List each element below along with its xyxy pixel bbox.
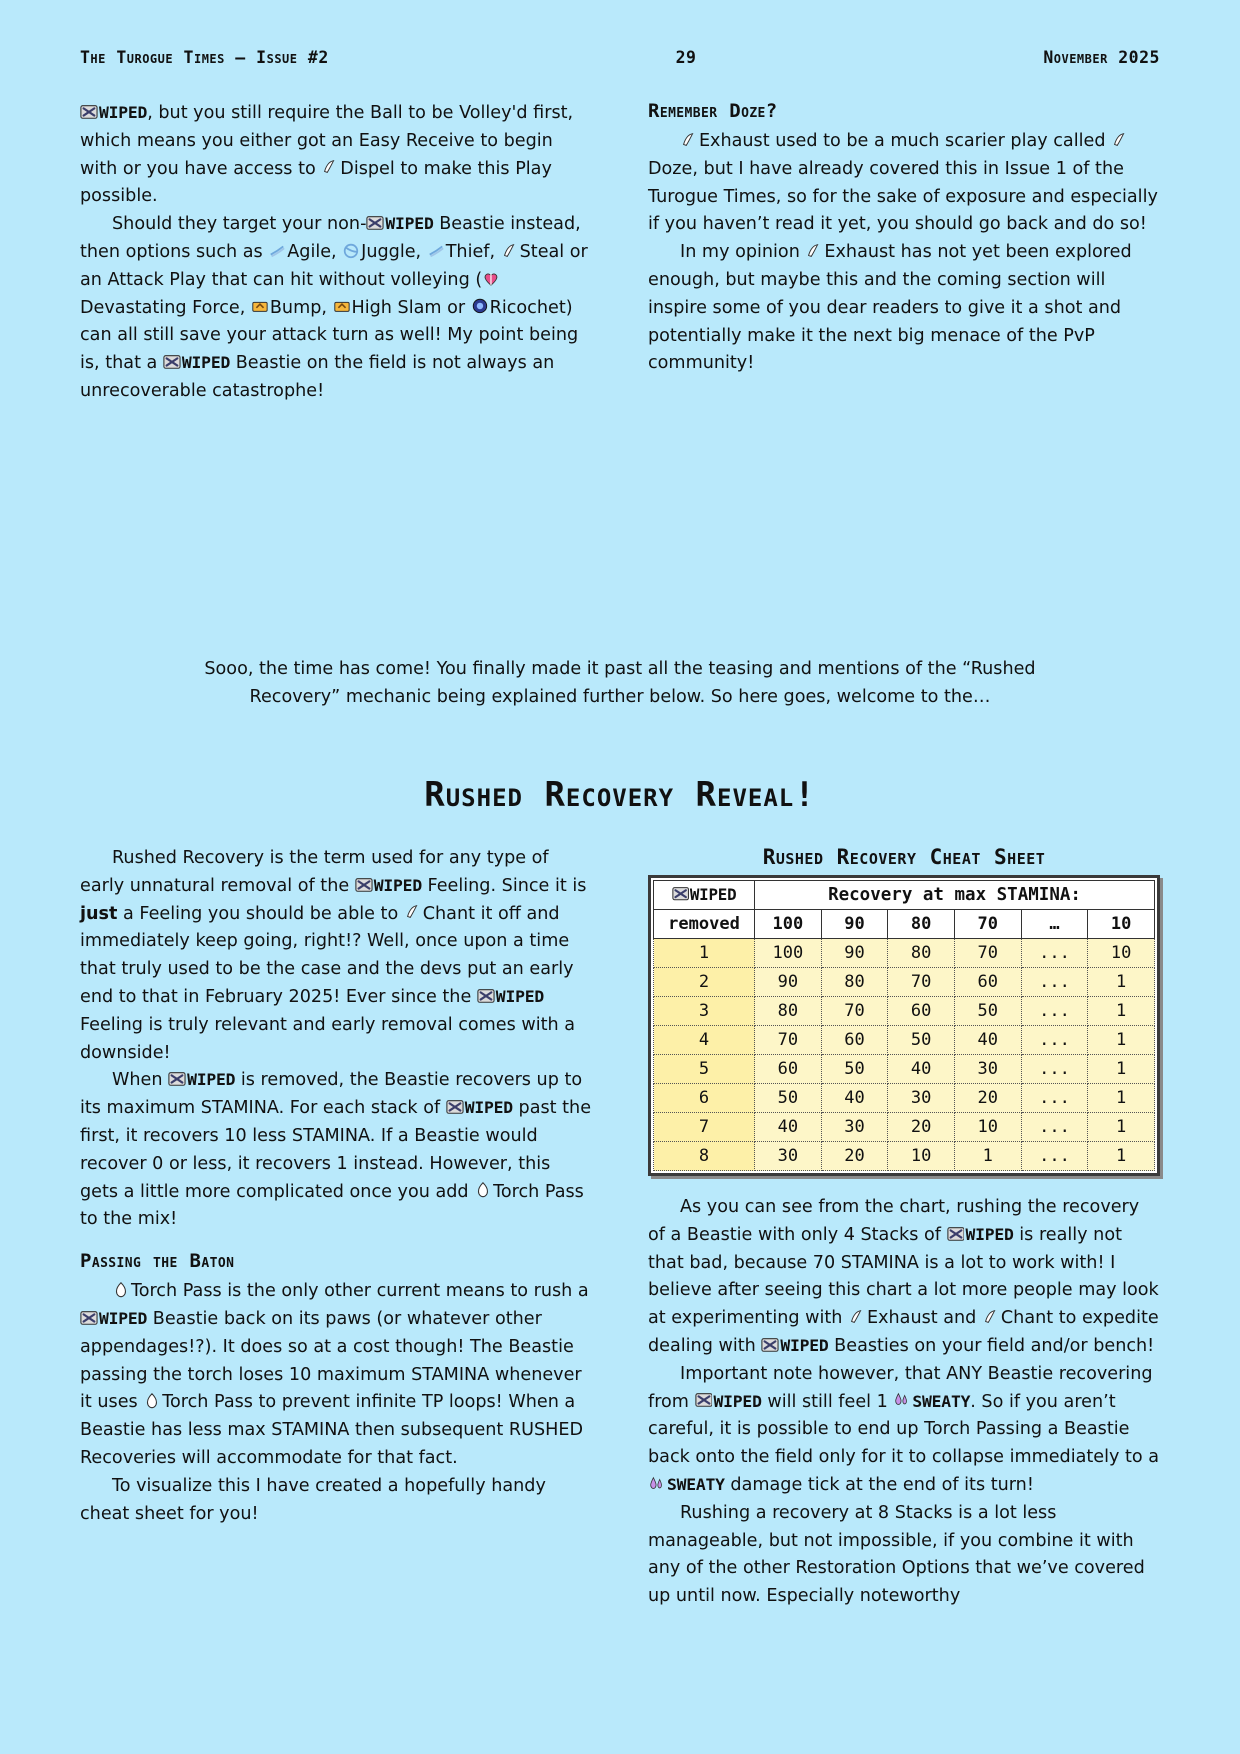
wiped-keyword: WIPED: [98, 1308, 148, 1328]
row-label: 3: [654, 997, 755, 1026]
text: Chant to expedite dealing with: [648, 1308, 1159, 1356]
col-header-80: 80: [888, 910, 955, 939]
text: High Slam or: [351, 297, 471, 318]
chant-icon: [404, 903, 422, 921]
wiped-icon: [80, 1309, 98, 1327]
table-row: [654, 1113, 1155, 1142]
cell: 60: [755, 1055, 822, 1084]
text: As you can see from the chart, rushing the recovery of a Beastie with only 4 Stacks of: [648, 1197, 1140, 1245]
table-body: [654, 939, 1155, 1171]
header-recovery-span: Recovery at max STAMINA:: [755, 881, 1155, 910]
row-label: 8: [654, 1142, 755, 1171]
wiped-icon: [168, 1070, 186, 1088]
text: Exhaust used to be a much scarier play called: [698, 131, 1112, 151]
text: will still feel 1: [761, 1391, 894, 1412]
text: Should they target your non-: [112, 214, 367, 235]
row-label: 2: [654, 968, 755, 997]
wiped-icon: [761, 1336, 779, 1354]
emphasis-just: just: [80, 903, 118, 924]
cell: 20: [888, 1113, 955, 1142]
section-title-rushed-recovery-reveal: Rushed Recovery Reveal!: [424, 775, 816, 815]
wiped-keyword: WIPED: [713, 1391, 762, 1411]
paragraph: [648, 239, 1160, 378]
bottom-columns: [80, 845, 1160, 1611]
wiped-keyword: WIPED: [181, 353, 231, 373]
sweaty-keyword: SWEATY: [666, 1474, 725, 1494]
col-header-ellipsis: …: [1021, 910, 1088, 939]
torch-pass-icon: [143, 1392, 161, 1410]
row-label: 7: [654, 1113, 755, 1142]
wiped-keyword: WIPED: [965, 1224, 1014, 1244]
wiped-keyword: WIPED: [98, 103, 148, 122]
dispel-icon: [321, 158, 339, 176]
ricochet-icon: [471, 297, 489, 315]
wiped-icon: [80, 103, 98, 121]
cell: 60: [954, 968, 1021, 997]
header-wiped: [654, 881, 755, 910]
text: In my opinion: [680, 242, 806, 263]
text: Beastie on the field is not always an unrecoverable catastrophe!: [80, 353, 555, 401]
header-date: November 2025: [1043, 48, 1160, 67]
top-columns: [80, 100, 1160, 406]
cell: 10: [888, 1142, 955, 1171]
wiped-keyword: WIPED: [464, 1098, 513, 1118]
text: When: [112, 1070, 169, 1091]
cell: 40: [821, 1084, 888, 1113]
text: , but you still require the Ball to be Volley'd first, which means you either got an Easy Receive to begin with or you have access to: [80, 103, 574, 179]
cell: ...: [1021, 997, 1088, 1026]
cell: 50: [888, 1026, 955, 1055]
cell: 30: [755, 1142, 822, 1171]
text: . So if you aren’t careful, it is possible to end up Torch Passing a Beastie back onto the field only for it to collapse immediately to a: [648, 1391, 1160, 1468]
text: Torch Pass to the mix!: [80, 1181, 584, 1230]
cell: 40: [954, 1026, 1021, 1055]
header-publication: The Turogue Times — Issue #2: [80, 48, 329, 67]
text: Beastie back on its paws (or whatever other appendages!?). It does so at a cost though! The Beastie passing the torch loses 10 maximum STAMINA whenever it uses: [80, 1308, 582, 1413]
text: Rushed Recovery is the term used for any type of early unnatural removal of the: [80, 848, 549, 896]
wiped-icon: [695, 1391, 713, 1409]
section-heading-remember-doze: Remember Doze?: [648, 100, 778, 122]
row-label: 6: [654, 1084, 755, 1113]
steal-icon: [501, 242, 519, 260]
sweaty-keyword: SWEATY: [912, 1391, 971, 1411]
juggle-icon: [342, 242, 360, 260]
page-number: 29: [675, 48, 697, 67]
table-row: [654, 1142, 1155, 1171]
text: is really not that bad, because 70 STAMINA is a lot to work with! I believe after seeing this chart a lot more people may look at experimenting with: [648, 1224, 1159, 1329]
wiped-icon: [947, 1225, 965, 1243]
paragraph: [80, 1278, 592, 1473]
thief-icon: [427, 242, 445, 260]
cell: 70: [954, 939, 1021, 968]
cell: 40: [755, 1113, 822, 1142]
row-label: 4: [654, 1026, 755, 1055]
cell: 90: [755, 968, 822, 997]
cell: 40: [888, 1055, 955, 1084]
text: Thief,: [445, 241, 501, 262]
text: is removed, the Beastie recovers up to its maximum STAMINA. For each stack of: [80, 1070, 583, 1119]
text: Doze, but I have already covered this in Issue 1 of the Turogue Times, so for the sake of exposure and especially if you haven’t read it yet, you should go back and do so!: [648, 158, 1158, 235]
cell: 20: [821, 1142, 888, 1171]
text: Ricochet) can all still save your attack turn as well! My point being is, that a: [80, 297, 579, 374]
cheat-sheet: [648, 875, 1160, 1176]
wiped-keyword: WIPED: [187, 1070, 236, 1090]
text: Agile,: [287, 241, 343, 262]
wiped-icon: [446, 1098, 464, 1116]
paragraph: To visualize this I have created a hopefully handy cheat sheet for you!: [80, 1475, 546, 1524]
cell: 80: [888, 939, 955, 968]
col-header-100: 100: [755, 910, 822, 939]
agile-icon: [268, 242, 286, 260]
text: Exhaust and: [866, 1308, 982, 1329]
torch-pass-icon: [474, 1181, 492, 1199]
cell: 70: [755, 1026, 822, 1055]
cell: 60: [821, 1026, 888, 1055]
header-removed: removed: [654, 910, 755, 939]
cell: 100: [755, 939, 822, 968]
sweaty-icon: [893, 1391, 911, 1409]
wiped-icon: [163, 353, 181, 371]
table-row: [654, 939, 1155, 968]
cell: 50: [954, 997, 1021, 1026]
exhaust-icon: [848, 1308, 866, 1326]
intro-paragraph: Sooo, the time has come! You finally made it past all the teasing and mentions of the “Rushed Recovery” mechanic being explained further below. So here goes, welcome to the…: [204, 659, 1036, 708]
cell: 30: [954, 1055, 1021, 1084]
cell: 80: [821, 968, 888, 997]
cell: 1: [1088, 1142, 1155, 1171]
wiped-icon: [477, 987, 495, 1005]
top-right-column: [648, 100, 1160, 406]
bottom-left-column: [80, 845, 592, 1611]
text: Bump,: [269, 297, 333, 318]
bottom-right-column: [648, 845, 1160, 1611]
cell: 1: [954, 1142, 1021, 1171]
text: Feeling. Since it is: [421, 875, 587, 896]
cell: ...: [1021, 1113, 1088, 1142]
cell: ...: [1021, 1026, 1088, 1055]
col-header-70: 70: [954, 910, 1021, 939]
wiped-keyword: WIPED: [373, 875, 422, 895]
cell: 1: [1088, 968, 1155, 997]
cell: ...: [1021, 1142, 1088, 1171]
table-row: [654, 968, 1155, 997]
wiped-icon: [355, 876, 373, 894]
cell: 1: [1088, 1055, 1155, 1084]
table-subheader-row: [654, 910, 1155, 939]
paragraph: [80, 845, 592, 1067]
table-head: [654, 881, 1155, 939]
bump-icon: [251, 297, 269, 315]
paragraph: [648, 128, 1160, 239]
header-wiped-label: WIPED: [689, 885, 737, 904]
text: Steal or an Attack Play that can hit without volleying (: [80, 241, 588, 290]
paragraph: [648, 1194, 1160, 1361]
text: Juggle,: [361, 241, 427, 262]
high-slam-icon: [333, 297, 351, 315]
cheat-sheet-table: [653, 880, 1155, 1171]
cell: 10: [954, 1113, 1021, 1142]
text: damage tick at the end of its turn!: [724, 1474, 1034, 1495]
text: a Feeling you should be able to: [117, 903, 404, 924]
cell: 10: [1088, 939, 1155, 968]
wiped-icon: [672, 885, 689, 902]
cell: 30: [821, 1113, 888, 1142]
cell: ...: [1021, 1055, 1088, 1084]
paragraph: [648, 1361, 1160, 1500]
cell: 1: [1088, 997, 1155, 1026]
cell: 60: [888, 997, 955, 1026]
wiped-keyword: WIPED: [780, 1335, 829, 1355]
cell: 90: [821, 939, 888, 968]
section-heading-passing-the-baton: Passing the Baton: [80, 1250, 235, 1273]
paragraph: [80, 1067, 592, 1234]
wiped-icon: [366, 214, 384, 232]
cell: 70: [821, 997, 888, 1026]
col-header-10: 10: [1088, 910, 1155, 939]
chant-icon: [982, 1308, 1000, 1326]
paragraph: [80, 211, 592, 406]
cell: ...: [1021, 939, 1088, 968]
text: Devastating Force,: [80, 297, 251, 318]
row-label: 1: [654, 939, 755, 968]
paragraph: [80, 100, 592, 211]
table-header-row: [654, 881, 1155, 910]
cell: 50: [821, 1055, 888, 1084]
text: past the first, it recovers 10 less STAMINA. If a Beastie would recover 0 or less, it recovers 1 instead. However, this gets a little more complicated once you add: [80, 1098, 592, 1202]
text: Beasties on your field and/or bench!: [828, 1335, 1155, 1356]
text: Exhaust has not yet been explored enough, but maybe this and the coming section will inspire some of you dear readers to give it a shot and potentially make it the next big menace of the PvP community!: [648, 242, 1132, 374]
devastating-force-icon: [482, 270, 500, 288]
col-header-90: 90: [821, 910, 888, 939]
torch-pass-icon: [112, 1281, 130, 1299]
text: Torch Pass to prevent infinite TP loops! When a Beastie has less max STAMINA then subsequent RUSHED Recoveries will accommodate for that fact.: [80, 1392, 584, 1468]
cell: 30: [888, 1084, 955, 1113]
text: Dispel to make this Play possible.: [80, 158, 552, 207]
cell: 70: [888, 968, 955, 997]
cell: 20: [954, 1084, 1021, 1113]
cell: 80: [755, 997, 822, 1026]
cell: 1: [1088, 1026, 1155, 1055]
cell: 1: [1088, 1084, 1155, 1113]
text: Beastie instead, then options such as: [80, 214, 581, 262]
table-row: [654, 1055, 1155, 1084]
table-row: [654, 1084, 1155, 1113]
row-label: 5: [654, 1055, 755, 1084]
exhaust-icon: [680, 131, 698, 149]
cell: 50: [755, 1084, 822, 1113]
doze-icon: [1111, 131, 1129, 149]
cheat-sheet-title: Rushed Recovery Cheat Sheet: [762, 845, 1046, 869]
table-row: [654, 1026, 1155, 1055]
top-left-column: [80, 100, 592, 406]
cell: ...: [1021, 968, 1088, 997]
cell: ...: [1021, 1084, 1088, 1113]
text: Important note however, that ANY Beastie recovering from: [648, 1363, 1153, 1412]
text: Feeling is truly relevant and early removal comes with a downside!: [80, 1014, 576, 1063]
wiped-keyword: WIPED: [495, 986, 545, 1006]
cell: 1: [1088, 1113, 1155, 1142]
paragraph: Rushing a recovery at 8 Stacks is a lot less manageable, but not impossible, if you combine it with any of the other Restoration Options that we’ve covered up until now. Especially noteworthy: [648, 1502, 1145, 1607]
wiped-keyword: WIPED: [385, 214, 434, 234]
sweaty-icon: [648, 1475, 666, 1493]
page-header: [80, 48, 1160, 67]
text: Torch Pass is the only other current means to rush a: [130, 1281, 589, 1302]
table-row: [654, 997, 1155, 1026]
text: Chant it off and immediately keep going, right!? Well, once upon a time that truly used to be the case and the devs put an early end to that in February 2025! Ever since the: [80, 903, 574, 1007]
exhaust-icon: [805, 242, 823, 260]
